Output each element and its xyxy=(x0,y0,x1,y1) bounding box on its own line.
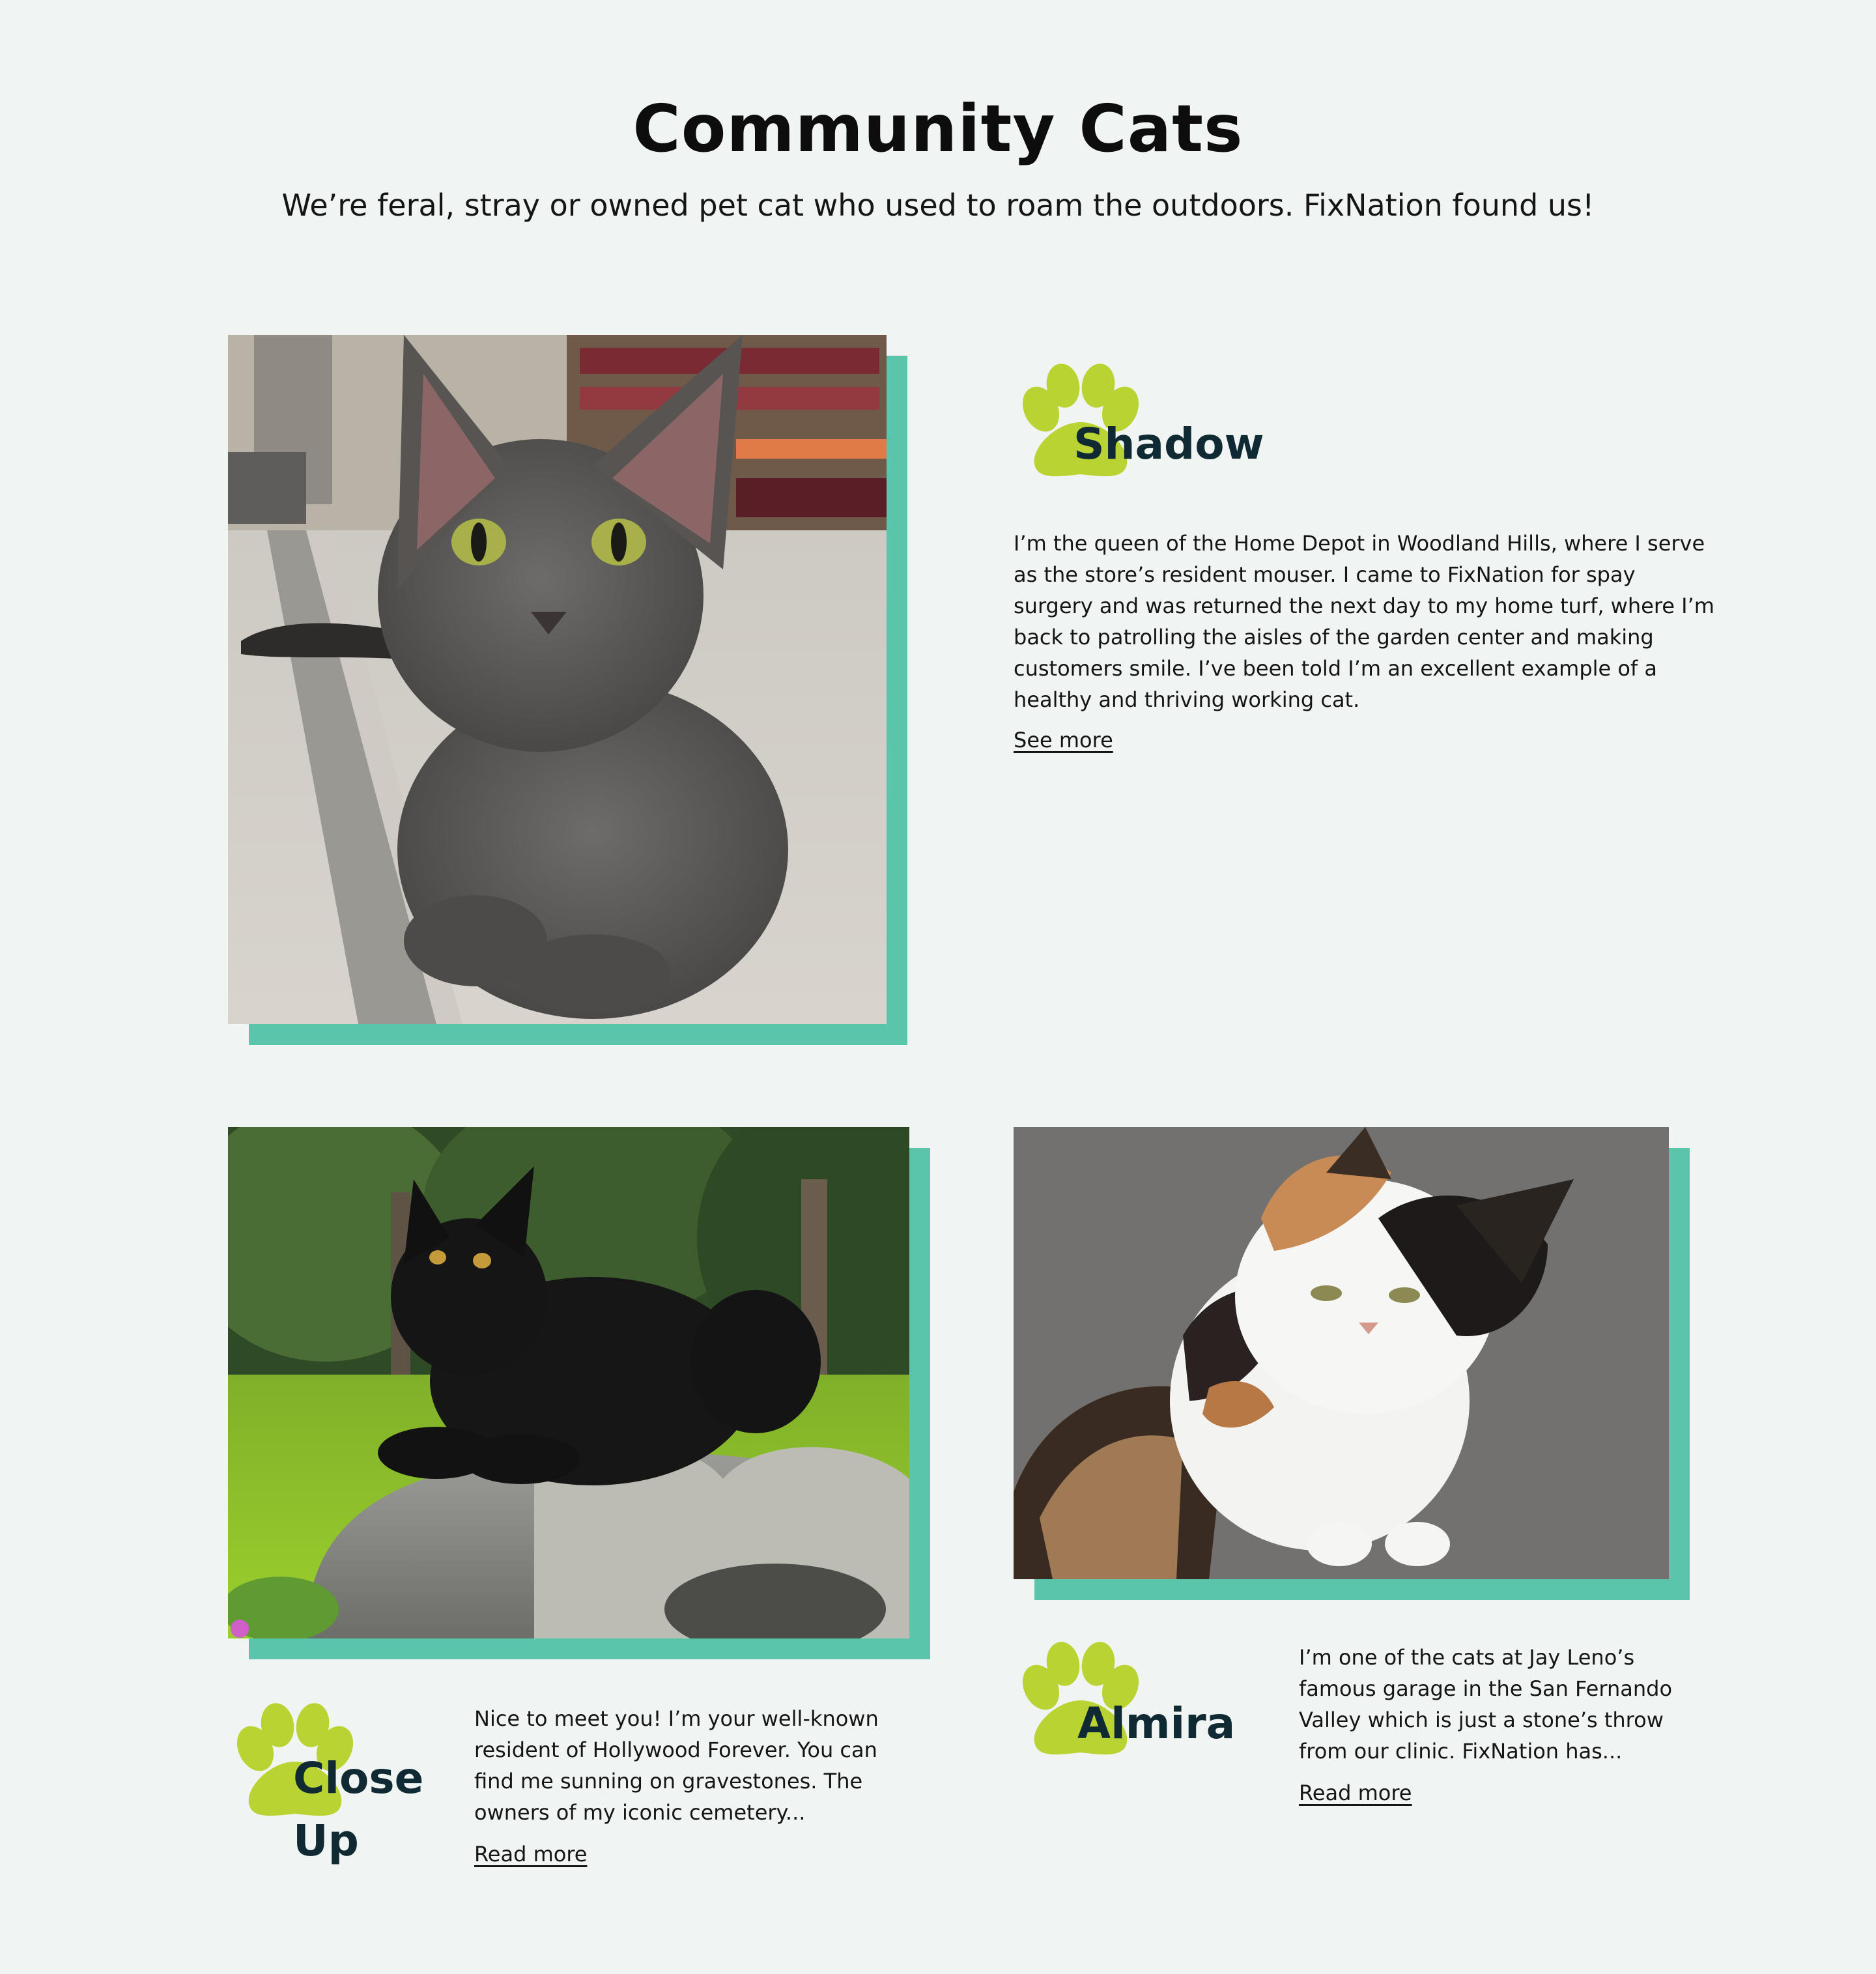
cat-name-block xyxy=(1014,1640,1287,1764)
page-title: Community Cats xyxy=(632,91,1244,167)
calico-cat-photo xyxy=(1014,1127,1669,1579)
cat-name: Almira xyxy=(1077,1698,1236,1749)
cat-name-block xyxy=(228,1702,449,1865)
cat-description: I’m the queen of the Home Depot in Woodland Hills, where I serve as the store’s resident mouser. I came to FixNation for spay surgery and was returned the next day to my home turf, where I’m back to patrolling the aisles of the garden center and making customers smile. I’ve been told I’m an excellent example of a healthy and thriving working cat. xyxy=(1014,531,1714,712)
cat-description: I’m one of the cats at Jay Leno’s famous garage in the San Fernando Valley which is just a stone’s throw from our clinic. FixNation has... xyxy=(1299,1645,1673,1764)
cat-name: Shadow xyxy=(1073,419,1264,469)
black-cat-photo xyxy=(228,1127,909,1638)
cat-name-line-1: Close xyxy=(293,1753,424,1803)
cat-description: Nice to meet you! I’m your well-known resident of Hollywood Forever. You can find me sunning on gravestones. The owners of my iconic cemetery... xyxy=(474,1706,879,1825)
gray-cat-photo xyxy=(228,335,887,1024)
read-more-link[interactable]: Read more xyxy=(1299,1781,1412,1805)
cat-name-block xyxy=(1014,362,1287,486)
read-more-link[interactable]: Read more xyxy=(474,1842,588,1867)
page-subtitle: We’re feral, stray or owned pet cat who used to roam the outdoors. FixNation found us! xyxy=(281,188,1595,223)
cat-name-line-2: Up xyxy=(293,1816,359,1866)
see-more-link[interactable]: See more xyxy=(1014,728,1113,752)
